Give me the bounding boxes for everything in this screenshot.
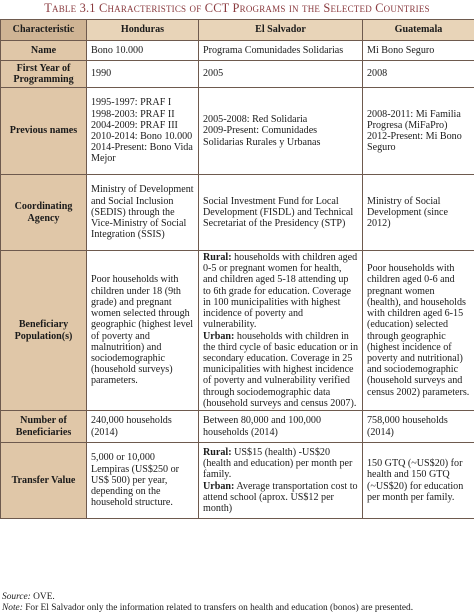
cell-honduras-coordinating-agency: Ministry of Development and Social Inclusion (SEDIS) through the Vice-Ministry of Social Integration (SSIS) [87, 175, 199, 251]
list-item: 2005-2008: Red Solidaria [203, 114, 308, 126]
cell-honduras-transfer-value: 5,000 or 10,000 Lempiras (US$250 or US$ 500) per year, depending on the household structure. [87, 443, 199, 519]
urban-label: Urban: [203, 480, 235, 492]
cell-honduras-number-of-beneficiaries: 240,000 households (2014) [87, 411, 199, 443]
cell-el-salvador-transfer-value [199, 443, 363, 519]
header-row [1, 20, 474, 41]
cell-guatemala-name: Mi Bono Seguro [363, 41, 474, 61]
table-title: Table 3.1 Characteristics of CCT Programs in the Selected Countries [44, 1, 430, 15]
table-row [1, 175, 474, 251]
cell-guatemala-transfer-value: 150 GTQ (~US$20) for health and 150 GTQ (~US$20) for education per month per family. [363, 443, 474, 519]
cell-honduras-first-year: 1990 [87, 61, 199, 88]
cell-el-salvador-name: Programa Comunidades Solidarias [199, 41, 363, 61]
column-header-characteristic: Characteristic [1, 20, 87, 41]
table-row [1, 88, 474, 175]
cell-honduras-name: Bono 10.000 [87, 41, 199, 61]
urban-text: Average transportation cost to attend school (aprox. US$12 per month) [203, 480, 358, 514]
cell-honduras-beneficiary-population: Poor households with children under 18 (9th grade) and pregnant women selected through geographic (highest level of poverty and malnutrition) and sociodemographic (household surveys) parameters. [87, 251, 199, 411]
cell-guatemala-coordinating-agency: Ministry of Social Development (since 2012) [363, 175, 474, 251]
source-line [2, 592, 472, 603]
row-label-beneficiary-population: Beneficiary Population(s) [1, 251, 87, 411]
cell-el-salvador-beneficiary-population [199, 251, 363, 411]
cct-characteristics-table [0, 19, 474, 519]
cell-el-salvador-previous-names [199, 88, 363, 175]
list-item: 2009-Present: Comunidades Solidarias Rurales y Urbanas [203, 125, 321, 148]
cell-el-salvador-coordinating-agency: Social Investment Fund for Local Development (FISDL) and Technical Secretariat of the Presidency (STP) [199, 175, 363, 251]
table-row [1, 41, 474, 61]
urban-label: Urban: [203, 330, 235, 342]
rural-text: US$15 (health) -US$20 (health and education) per month per family. [203, 446, 353, 481]
source-label: Source: [2, 592, 31, 602]
list-item: 2008-2011: Mi Familia Progresa (MiFaPro) [367, 108, 461, 131]
table-row [1, 61, 474, 88]
cell-guatemala-number-of-beneficiaries: 758,000 households (2014) [363, 411, 474, 443]
urban-text: households with children in the third cycle of basic education or in secondary education. Coverage in 25 municipalities with highest incidence of poverty and vulnerability verified through sociodemographic data (household surveys and census 2007). [203, 330, 358, 409]
note-line [2, 603, 472, 614]
list-item: 2004-2009: PRAF III [91, 119, 178, 131]
cell-el-salvador-first-year: 2005 [199, 61, 363, 88]
table-row [1, 411, 474, 443]
list-item: 1995-1997: PRAF I [91, 97, 172, 109]
row-label-coordinating-agency: Coordinating Agency [1, 175, 87, 251]
list-item: 1998-2003: PRAF II [91, 108, 175, 120]
cell-guatemala-previous-names [363, 88, 474, 175]
column-header-el-salvador: El Salvador [199, 20, 363, 41]
source-text: OVE. [30, 592, 55, 602]
column-header-guatemala: Guatemala [363, 20, 474, 41]
row-label-first-year: First Year of Programming [1, 61, 87, 88]
rural-text: households with children aged 0-5 or pregnant women for health, and children aged 5-18 attending up to 6th grade for education. Coverage in 100 municipalities with highest incidence of poverty and vulnerability. [203, 252, 358, 331]
row-label-number-of-beneficiaries: Number of Beneficiaries [1, 411, 87, 443]
cell-honduras-previous-names [87, 88, 199, 175]
note-text: For El Salvador only the information related to transfers on health and education (bonos) are presented. [22, 603, 414, 613]
list-item: 2012-Present: Mi Bono Seguro [367, 131, 462, 154]
note-label: Note: [2, 603, 23, 613]
row-label-transfer-value: Transfer Value [1, 443, 87, 519]
cell-guatemala-beneficiary-population: Poor households with children aged 0-6 and pregnant women (health), and households with children aged 6-15 (education) selected through geographic (highest incidence of poverty and nutritional) and sociodemographic (household surveys and census 2002) parameters. [363, 251, 474, 411]
rural-label: Rural: [203, 252, 232, 264]
table-row [1, 443, 474, 519]
cell-guatemala-first-year: 2008 [363, 61, 474, 88]
cell-el-salvador-number-of-beneficiaries: Between 80,000 and 100,000 households (2014) [199, 411, 363, 443]
table-row [1, 251, 474, 411]
row-label-name: Name [1, 41, 87, 61]
column-header-honduras: Honduras [87, 20, 199, 41]
row-label-previous-names: Previous names [1, 88, 87, 175]
list-item: 2010-2014: Bono 10.000 [91, 131, 193, 142]
rural-label: Rural: [203, 446, 232, 458]
list-item: 2014-Present: Bono Vida Mejor [91, 142, 193, 165]
